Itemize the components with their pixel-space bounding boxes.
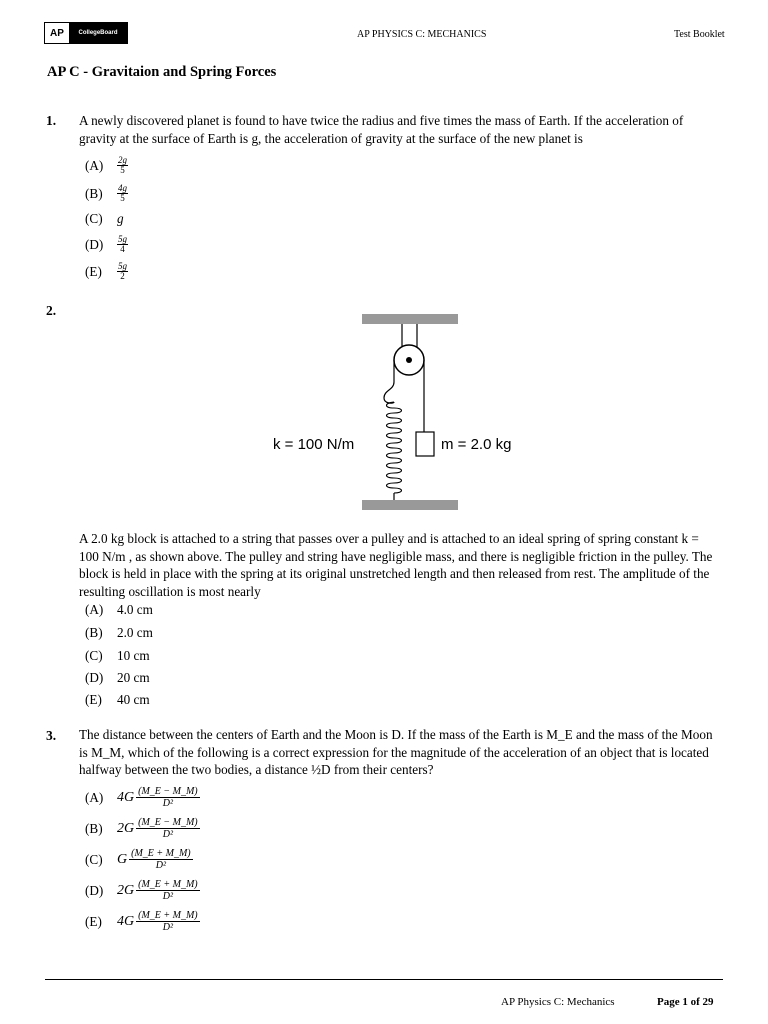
q2-option-b[interactable] xyxy=(85,625,153,641)
footer-subject: AP Physics C: Mechanics xyxy=(501,996,615,1008)
q1-option-e[interactable] xyxy=(85,262,128,281)
fraction: $\frac{(M\_E - M\_M)}{\text{D²}}$ xyxy=(138,786,198,809)
q3-option-a[interactable] xyxy=(85,786,200,809)
q3-option-b[interactable] xyxy=(85,817,200,840)
option-label: (A) xyxy=(85,157,104,173)
q1-option-b[interactable] xyxy=(85,184,128,203)
fraction: $\frac{4g}{5}$ xyxy=(118,183,127,203)
q1-option-d[interactable] xyxy=(85,235,128,254)
q2-text: A 2.0 kg block is attached to a string that passes over a pulley and is attached to an ideal spring of spring constant k = 100 N/m , as shown above. The pulley and string have negligible mass, and there is negligible friction in the pulley. The block is held in place with the spring at its original unstretched length and then released from rest. The amplitude of the resulting oscillation is most nearly xyxy=(79,531,713,599)
option-value: 20 cm xyxy=(117,670,150,685)
q2-number: 2. xyxy=(46,303,57,318)
option-label: (E) xyxy=(85,692,102,707)
block-mass xyxy=(416,432,434,456)
q1-option-a[interactable] xyxy=(85,156,128,175)
q3-number: 3. xyxy=(46,728,57,743)
option-value: 40 cm xyxy=(117,692,150,707)
q2-option-c[interactable] xyxy=(85,648,150,664)
option-label: (C) xyxy=(85,211,103,226)
option-label: (B) xyxy=(85,820,103,836)
header-subject: AP PHYSICS C: MECHANICS xyxy=(357,29,487,40)
q3-text: The distance between the centers of Earth and the Moon is D. If the mass of the Earth is M_E and the mass of the Moon is M_M, which of the following is a correct expression for the magnitude of the acceleration of an object that is located halfway between the two bodies, a distance ½D from their centers? xyxy=(79,727,713,777)
page-title: AP C - Gravitaion and Spring Forces xyxy=(47,64,277,80)
option-coefficient: G xyxy=(117,851,128,867)
option-coefficient: 2G xyxy=(117,820,135,836)
q2-option-e[interactable] xyxy=(85,692,150,708)
option-value: 4.0 cm xyxy=(117,602,153,617)
option-value: 2.0 cm xyxy=(117,625,153,640)
footer-divider xyxy=(45,979,723,980)
ceiling-bar xyxy=(362,314,458,324)
fraction: $\frac{2g}{5}$ xyxy=(118,155,127,175)
option-label: (B) xyxy=(85,625,103,640)
ap-logo-text: AP xyxy=(45,23,69,43)
option-label: (A) xyxy=(85,602,104,617)
q3-option-c[interactable] xyxy=(85,848,193,871)
option-label: (D) xyxy=(85,236,104,252)
option-coefficient: 2G xyxy=(117,882,135,898)
fraction: $\frac{5g}{2}$ xyxy=(118,261,127,281)
spring-hook xyxy=(384,382,394,403)
floor-bar xyxy=(362,500,458,510)
option-label: (A) xyxy=(85,789,104,805)
q2-option-d[interactable] xyxy=(85,670,150,686)
collegeboard-logo xyxy=(44,22,128,44)
option-value: 10 cm xyxy=(117,648,150,663)
option-coefficient: 4G xyxy=(117,789,135,805)
header-booklet: Test Booklet xyxy=(674,29,725,40)
q1-option-c[interactable] xyxy=(85,211,124,227)
option-label: (D) xyxy=(85,670,104,685)
q1-number: 1. xyxy=(46,113,57,128)
option-label: (C) xyxy=(85,851,103,867)
mass-label: m = 2.0 kg xyxy=(441,436,512,453)
option-label: (C) xyxy=(85,648,103,663)
option-coefficient: 4G xyxy=(117,913,135,929)
q1-text: A newly discovered planet is found to have twice the radius and five times the mass of Earth. If the acceleration of gravity at the surface of Earth is g, the acceleration of gravity at the surface of the new planet is xyxy=(79,113,684,146)
q3-option-e[interactable] xyxy=(85,910,200,933)
option-label: (D) xyxy=(85,882,104,898)
q3-option-d[interactable] xyxy=(85,879,200,902)
option-label: (E) xyxy=(85,263,102,279)
option-label: (B) xyxy=(85,185,103,201)
fraction: $\frac{(M\_E - M\_M)}{\text{D²}}$ xyxy=(138,817,198,840)
option-label: (E) xyxy=(85,913,102,929)
collegeboard-logo-text: CollegeBoard xyxy=(69,23,127,43)
pulley-spring-figure xyxy=(260,308,540,518)
pulley-axle xyxy=(406,357,412,363)
spring-constant-label: k = 100 N/m xyxy=(273,436,355,453)
fraction: $\frac{(M\_E + M\_M)}{\text{D²}}$ xyxy=(138,879,198,902)
footer-page-number: Page 1 of 29 xyxy=(657,996,714,1008)
q2-option-a[interactable] xyxy=(85,602,153,618)
fraction: $\frac{5g}{4}$ xyxy=(118,234,127,254)
option-value: g xyxy=(117,211,124,226)
fraction: $\frac{(M\_E + M\_M)}{\text{D²}}$ xyxy=(131,848,191,871)
spring-coils xyxy=(387,402,402,493)
fraction: $\frac{(M\_E + M\_M)}{\text{D²}}$ xyxy=(138,910,198,933)
